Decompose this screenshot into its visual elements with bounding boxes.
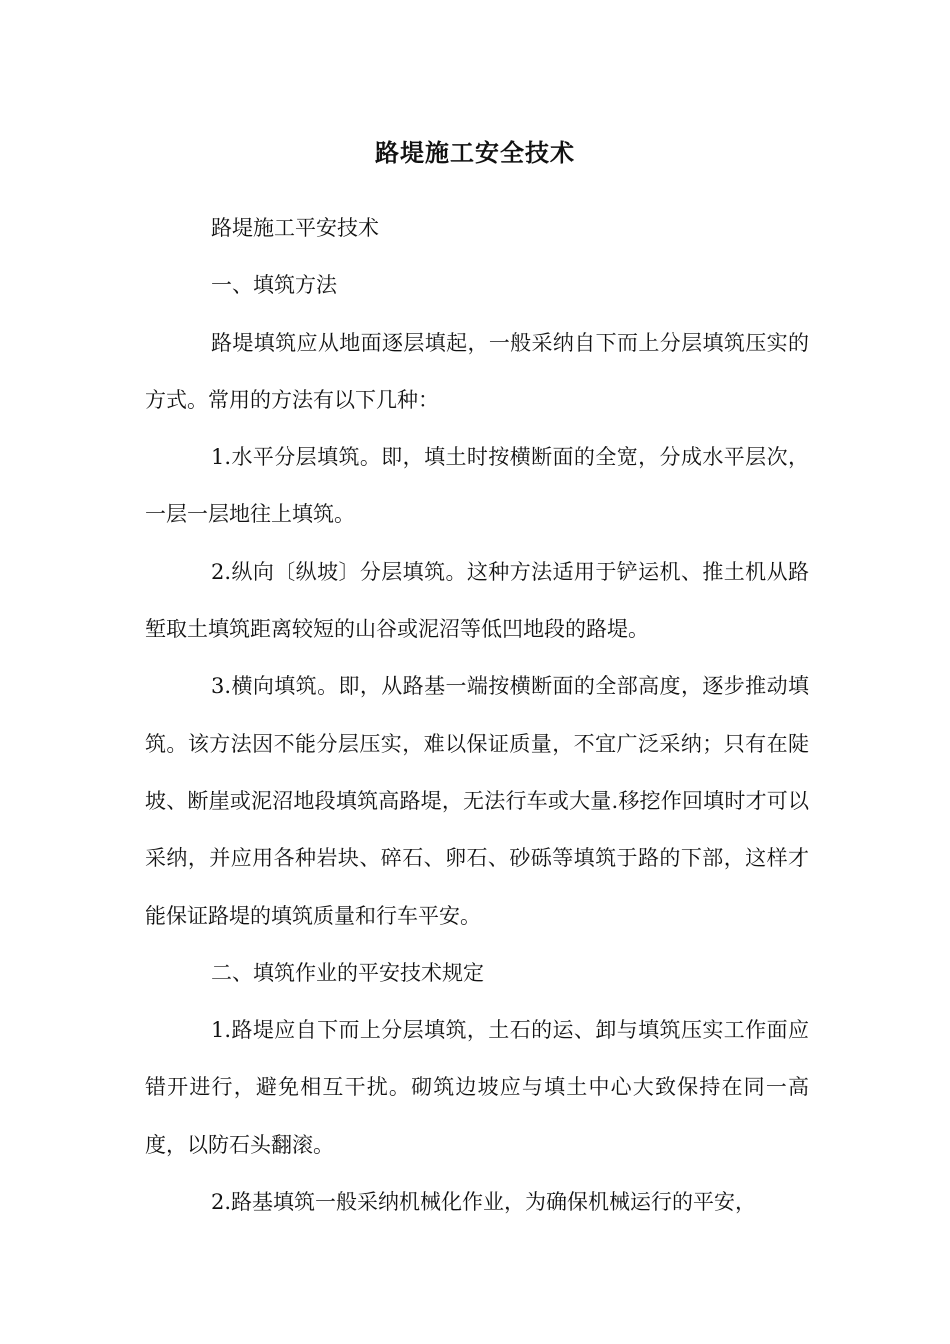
list-item: 1.水平分层填筑。即，填土时按横断面的全宽，分成水平层次，一层一层地往上填筑。 [145, 445, 809, 527]
list-item: 1.路堤应自下而上分层填筑，土石的运、卸与填筑压实工作面应错开进行，避免相互干扰。砌筑边坡应与填土中心大致保持在同一高度，以防石头翻滚。 [145, 1018, 809, 1157]
list-item: 2.路基填筑一般采纳机械化作业，为确保机械运行的平安， [211, 1190, 757, 1215]
list-item: 3.横向填筑。即，从路基一端按横断面的全部高度，逐步推动填筑。该方法因不能分层压实，难以保证质量，不宜广泛采纳；只有在陡坡、断崖或泥沼地段填筑高路堤，无法行车或大量.移挖作回填时才可以采纳，并应用各种岩块、碎石、卵石、砂砾等填筑于路的下部，这样才能保证路堤的填筑质量和行车平安。 [145, 674, 809, 928]
paragraph-subtitle: 路堤施工平安技术 [211, 216, 379, 240]
list-item: 2.纵向〔纵坡〕分层填筑。这种方法适用于铲运机、推土机从路堑取土填筑距离较短的山谷或泥沼等低凹地段的路堤。 [145, 559, 809, 642]
document-title: 路堤施工安全技术 [375, 138, 575, 167]
paragraph: 路堤填筑应从地面逐层填起，一般采纳自下而上分层填筑压实的方式。常用的方法有以下几种： [145, 330, 809, 412]
document-body [145, 200, 809, 1231]
section-heading-2: 二、填筑作业的平安技术规定 [211, 960, 484, 985]
section-heading-1: 一、填筑方法 [211, 273, 337, 298]
